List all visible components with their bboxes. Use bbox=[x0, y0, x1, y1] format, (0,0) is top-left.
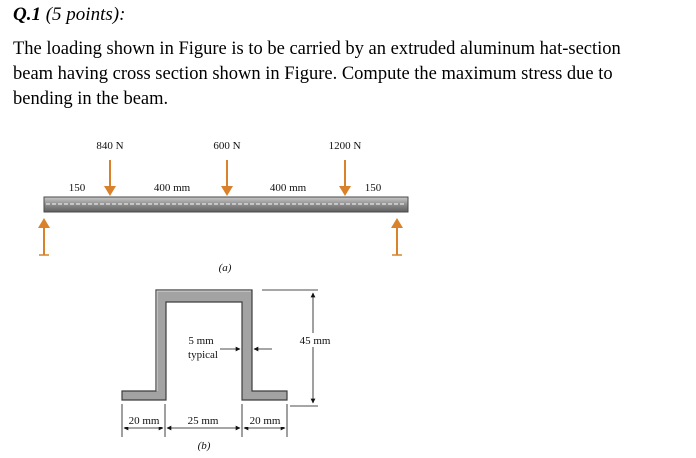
width-label-left: 20 mm bbox=[128, 415, 160, 427]
figure-b bbox=[122, 290, 332, 452]
span-label-150-left: 150 bbox=[68, 182, 86, 194]
question-line-3: bending in the beam. bbox=[13, 89, 169, 109]
reaction-arrow-left bbox=[38, 218, 50, 255]
load-arrow-1200 bbox=[339, 160, 351, 196]
load-label-600: 600 N bbox=[213, 140, 241, 152]
load-label-1200: 1200 N bbox=[328, 140, 362, 152]
beam bbox=[44, 197, 408, 212]
question-points: (5 points): bbox=[45, 4, 126, 25]
caption-b: (b) bbox=[197, 440, 211, 452]
span-label-150-right: 150 bbox=[364, 182, 382, 194]
width-label-middle: 25 mm bbox=[187, 415, 219, 427]
figure-a bbox=[38, 140, 408, 274]
height-label: 45 mm bbox=[299, 335, 331, 347]
question-line-1: The loading shown in Figure is to be carried by an extruded aluminum hat-section bbox=[13, 39, 621, 59]
height-dimension bbox=[262, 290, 318, 406]
thickness-label-note: typical bbox=[188, 349, 218, 361]
load-arrow-840 bbox=[104, 160, 116, 196]
question-number: Q.1 bbox=[13, 4, 41, 25]
caption-a: (a) bbox=[218, 262, 232, 274]
load-label-840: 840 N bbox=[96, 140, 124, 152]
span-label-400-left: 400 mm bbox=[153, 182, 191, 194]
span-label-400-right: 400 mm bbox=[269, 182, 307, 194]
width-label-right: 20 mm bbox=[249, 415, 281, 427]
thickness-label-value: 5 mm bbox=[188, 335, 214, 347]
reaction-arrow-right bbox=[391, 218, 403, 255]
question-line-2: beam having cross section shown in Figure. Compute the maximum stress due to bbox=[13, 64, 613, 84]
load-arrow-600 bbox=[221, 160, 233, 196]
